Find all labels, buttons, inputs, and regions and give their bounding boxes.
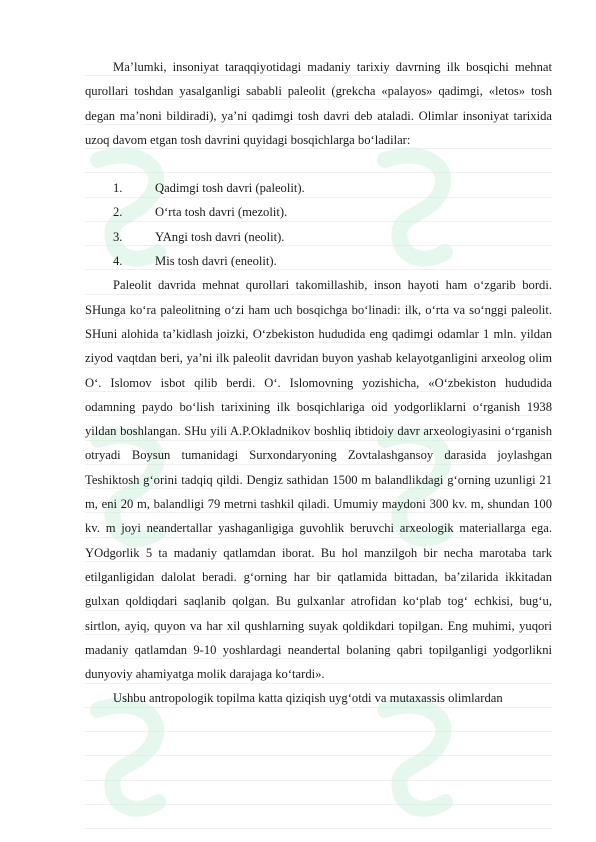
paragraph-paleolithic: Paleolit davrida mehnat qurollari takomillashib, inson hayoti ham o‘zgarib bordi. SHunga ko‘ra paleolitning o‘zi ham uch bosqichga bo‘linadi: ilk, o‘rta va so‘nggi paleolit. SHuni alohida ta’kidlash joizki, O‘zbekiston hududida eng qadimgi odamlar 1 mln. yildan ziyod vaqtdan beri, ya’ni ilk paleolit davridan buyon yashab kelayotganligini arxeolog olim O‘. Islomov isbot qilib berdi. O‘. Islomovning yozishicha, «O‘zbekiston hududida odamning paydo bo‘lish tarixining ilk bosqichlariga oid yodgorliklarni o‘rganish 1938 yildan boshlangan. SHu yili A.P.Okladnikov boshliq ibtidoiy davr arxeologiyasini o‘rganish otryadi Boysun tumanidagi Surxondaryoning Zovtalashgansoy darasida joylashgan Teshiktosh g‘orini tadqiq qildi. Dengiz sathidan 1500 m balandlikdagi g‘orning uzunligi 21 m, eni 20 m, balandligi 79 metrni tashkil qiladi. Umumiy maydoni 300 kv. m, shundan 100 kv. m joyi neandertallar yashaganligiga guvohlik beruvchi arxeologik materiallarga ega. YOdgorlik 5 ta madaniy qatlamdan iborat. Bu hol manzilgoh bir necha marotaba tark etilganligidan dalolat beradi. g‘orning har bir qatlamida bittadan, ba’zilarida ikkitadan gulxan qoldiqdari saqlanib qolgan. Bu gulxanlar atrofidan ko‘plab tog‘ echkisi, bug‘u, sirtlon, ayiq, quyon va har xil qushlarning suyak qoldikdari topilgan. Eng muhimi, yuqori madaniy qatlamdan 9-10 yoshlardagi neandertal bolaning qabri topilganligi yodgorlikni dunyoviy ahamiyatga molik darajaga ko‘tardi». bbox=[85, 278, 552, 682]
list-item-number: 1. bbox=[113, 181, 123, 196]
list-item bbox=[85, 249, 552, 273]
watermark-logo-icon bbox=[365, 690, 465, 830]
paragraph-intro: Ma’lumki, insoniyat taraqqiyotidagi madaniy tarixiy davrning ilk bosqichi mehnat qurollari toshdan yasalganligi sababli paleolit (grekcha «palayos» qadimgi, «letos» tosh degan ma’noni bildiradi), ya’ni qadimgi tosh davri deb ataladi. Olimlar insoniyat tarixida uzoq davom etgan tosh davrini quyidagi bosqichlarga bo‘ladilar: bbox=[85, 60, 552, 147]
list-item-number: 4. bbox=[113, 254, 123, 269]
list-item-text: Qadimgi tosh davri (paleolit). bbox=[155, 181, 305, 196]
list-item bbox=[85, 176, 552, 200]
list-item bbox=[85, 200, 552, 224]
document-body bbox=[85, 55, 552, 711]
paragraph-anthropological-find: Ushbu antropologik topilma katta qiziqish uyg‘otdi va mutaxassis olimlardan bbox=[113, 691, 503, 706]
list-item-text: O‘rta tosh davri (mezolit). bbox=[155, 205, 288, 220]
stone-age-stages-list bbox=[85, 176, 552, 273]
watermark-logo-icon bbox=[78, 690, 178, 830]
list-item-text: YAngi tosh davri (neolit). bbox=[155, 229, 285, 244]
list-item-number: 3. bbox=[113, 229, 123, 244]
list-item-number: 2. bbox=[113, 205, 123, 220]
list-item bbox=[85, 225, 552, 249]
list-item-text: Mis tosh davri (eneolit). bbox=[155, 254, 277, 269]
